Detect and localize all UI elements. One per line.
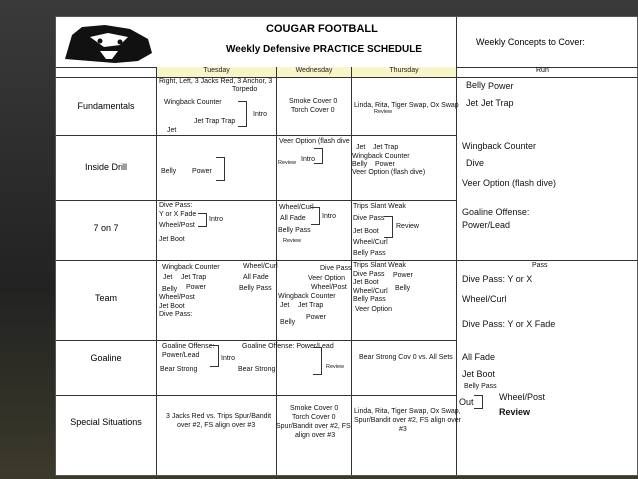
day-header-wednesday: Wednesday xyxy=(277,67,351,77)
row-divider xyxy=(56,340,456,341)
review-label: Review xyxy=(396,223,419,230)
bracket xyxy=(198,213,207,227)
cell-text: Veer Option xyxy=(308,275,345,282)
cell-text: Wheel/Post xyxy=(159,294,195,301)
cell-text: Wingback Counter xyxy=(352,153,410,160)
intro-label: Intro xyxy=(209,216,224,223)
intro-label: Intro xyxy=(322,213,337,220)
cell-text: Torch Cover 0 xyxy=(291,107,335,114)
concept-item: Jet Trap xyxy=(481,98,514,108)
cell-text: Power xyxy=(186,284,206,291)
cell-text: Wheel/Curl xyxy=(279,204,314,211)
cell-text: Smoke Cover 0 xyxy=(290,405,339,412)
page-subtitle: Weekly Defensive PRACTICE SCHEDULE xyxy=(226,44,422,55)
row-label-special-situations: Special Situations xyxy=(70,417,142,427)
cell-text: Dive Pass: xyxy=(159,202,193,209)
concept-item: Dive Pass: Y or X Fade xyxy=(462,319,556,329)
cell-text: Y or X Fade xyxy=(159,211,197,218)
cell-text: Jet Trap xyxy=(181,274,207,281)
cell-text: Belly xyxy=(395,285,411,292)
cell-text: Jet Boot xyxy=(353,279,379,286)
cell-text: Power xyxy=(375,161,395,168)
cell-text: Veer Option (flash dive xyxy=(279,138,350,145)
cell-text: Smoke Cover 0 xyxy=(289,98,338,105)
cell-text: Belly Pass xyxy=(239,285,272,292)
row-divider xyxy=(56,77,637,78)
intro-label: Intro xyxy=(253,111,268,118)
col-divider xyxy=(156,67,157,475)
cell-text: Linda, Rita, Tiger Swap, Ox Swap, xyxy=(354,408,461,415)
review-label: Review xyxy=(374,109,393,115)
row-label-7-on-7: 7 on 7 xyxy=(93,223,119,233)
cell-text: Jet Boot xyxy=(159,236,185,243)
concept-item: Power xyxy=(488,81,514,91)
col-divider xyxy=(276,67,277,475)
bracket xyxy=(314,148,323,164)
page-title: COUGAR FOOTBALL xyxy=(266,23,378,35)
cell-text: Jet xyxy=(280,302,290,309)
concept-item: Power/Lead xyxy=(462,220,511,230)
bracket xyxy=(474,395,483,409)
cell-text: Jet Trap Trap xyxy=(194,118,236,125)
cell-text: Wingback Counter xyxy=(164,99,222,106)
cell-text: Wingback Counter xyxy=(278,293,336,300)
cell-text: Belly xyxy=(280,319,296,326)
cell-text: Belly Pass xyxy=(278,227,311,234)
cell-text: Belly Pass xyxy=(353,296,386,303)
pass-label: Pass xyxy=(532,262,548,269)
cell-text: Dive Pass xyxy=(320,265,352,272)
concept-item: Dive xyxy=(466,158,485,168)
concept-item: Dive Pass: Y or X xyxy=(462,274,533,284)
bracket xyxy=(216,157,225,181)
cell-text: Goaline Offense: xyxy=(162,343,215,350)
cell-text: Power xyxy=(192,168,212,175)
concept-item: Wheel/Curl xyxy=(462,294,507,304)
intro-label: Intro xyxy=(301,156,316,163)
day-header-thursday: Thursday xyxy=(352,67,456,77)
cell-text: Wheel/Post xyxy=(311,284,347,291)
concepts-title: Weekly Concepts to Cover: xyxy=(476,37,585,47)
day-header-tuesday: Tuesday xyxy=(157,67,276,77)
cell-text: Power xyxy=(393,272,413,279)
run-label: Run xyxy=(536,67,549,74)
cell-text: Power xyxy=(306,314,326,321)
cell-text: Wheel/Curl xyxy=(353,239,388,246)
row-divider xyxy=(56,260,637,261)
cell-text: Veer Option (flash dive) xyxy=(352,169,426,176)
review-label: Review xyxy=(283,238,302,244)
bracket xyxy=(238,101,247,127)
cell-text: Torpedo xyxy=(232,86,258,93)
cell-text: Jet Boot xyxy=(353,228,379,235)
review-label: Review xyxy=(326,364,345,370)
cell-text: Trips Slant Weak xyxy=(353,203,406,210)
cell-text: Linda, Rita, Tiger Swap, Ox Swap xyxy=(354,102,459,109)
cell-text: All Fade xyxy=(280,215,306,222)
cell-text: Trips Slant Weak xyxy=(353,262,406,269)
cell-text: over #2, FS align over #3 xyxy=(177,422,256,429)
concept-item: Out xyxy=(459,397,474,407)
schedule-sheet xyxy=(55,16,638,476)
cell-text: Jet xyxy=(167,127,177,134)
cell-text: Jet xyxy=(356,144,366,151)
cell-text: Right, Left, 3 Jacks Red, 3 Anchor, 3 xyxy=(159,78,273,85)
cell-text: All Fade xyxy=(243,274,269,281)
row-label-team: Team xyxy=(94,293,117,303)
cell-text: Bear Strong xyxy=(160,366,198,373)
row-divider xyxy=(56,200,456,201)
cell-text: Jet Trap xyxy=(373,144,399,151)
bracket xyxy=(210,345,219,367)
concept-item: Belly Pass xyxy=(464,383,497,390)
review-label: Review xyxy=(499,407,531,417)
cell-text: Torch Cover 0 xyxy=(292,414,336,421)
review-label: Review xyxy=(278,160,297,166)
row-divider xyxy=(56,395,456,396)
concept-item: Belly xyxy=(466,80,486,90)
cell-text: Jet Boot xyxy=(159,303,185,310)
cell-text: Spur/Bandit over #2, FS xyxy=(276,423,351,430)
cell-text: align over #3 xyxy=(295,432,336,439)
cell-text: Wingback Counter xyxy=(162,264,220,271)
cell-text: Dive Pass: xyxy=(159,311,193,318)
cell-text: Bear Strong xyxy=(238,366,276,373)
concept-item: Jet Boot xyxy=(462,369,496,379)
cell-text: Belly Pass xyxy=(353,250,386,257)
cougar-logo xyxy=(60,21,155,65)
header xyxy=(56,17,637,68)
cell-text: Wheel/Post xyxy=(159,222,195,229)
cell-text: Belly xyxy=(162,286,178,293)
cell-text: Bear Strong Cov 0 vs. All Sets xyxy=(359,354,453,361)
bracket xyxy=(311,207,320,225)
cell-text: 3 Jacks Red vs. Trips Spur/Bandit xyxy=(166,413,272,420)
concept-item: Wheel/Post xyxy=(499,392,546,402)
cell-text: Veer Option xyxy=(355,306,392,313)
cell-text: Power/Lead xyxy=(162,352,200,359)
concept-item: Veer Option (flash dive) xyxy=(462,178,557,188)
row-label-inside-drill: Inside Drill xyxy=(84,162,127,172)
concept-item: Goaline Offense: xyxy=(462,207,530,217)
row-divider xyxy=(56,135,456,136)
concept-item: Wingback Counter xyxy=(462,141,537,151)
cell-text: Goaline Offense: Power/Lead xyxy=(242,343,334,350)
concept-item: Jet xyxy=(466,98,479,108)
row-label-fundamentals: Fundamentals xyxy=(77,101,135,111)
cell-text: #3 xyxy=(399,426,407,433)
cell-text: Belly xyxy=(352,161,368,168)
bracket xyxy=(313,347,322,375)
intro-label: Intro xyxy=(221,355,236,362)
concept-item: All Fade xyxy=(462,352,496,362)
row-label-goaline: Goaline xyxy=(90,353,122,363)
cell-text: Spur/Bandit over #2, FS align over xyxy=(354,417,462,424)
cell-text: Wheel/Curl xyxy=(243,263,278,270)
cell-text: Belly xyxy=(161,168,177,175)
cell-text: Wheel/Curl xyxy=(353,288,388,295)
cell-text: Jet Trap xyxy=(298,302,324,309)
cell-text: Dive Pass xyxy=(353,271,385,278)
bracket xyxy=(384,216,393,238)
cell-text: Jet xyxy=(163,274,173,281)
cell-text: Dive Pass xyxy=(353,215,385,222)
